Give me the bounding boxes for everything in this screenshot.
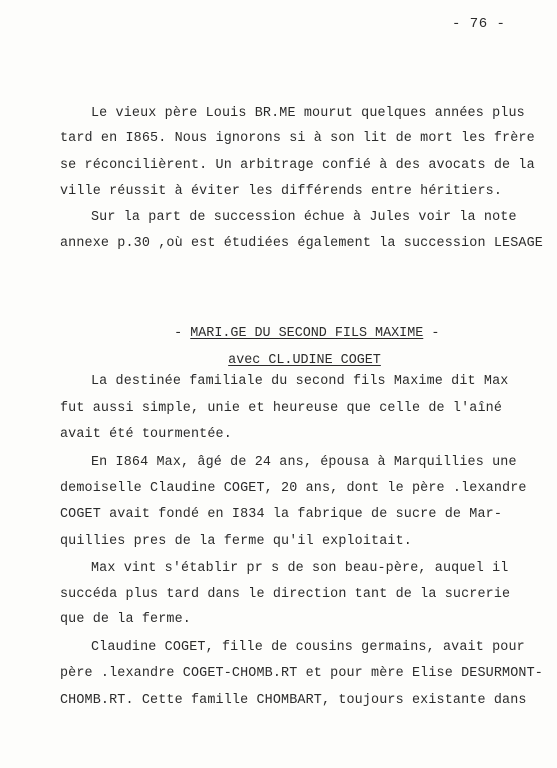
- paragraph-4-line-4: quillies pres de la ferme qu'il exploitait.: [60, 534, 412, 549]
- paragraph-1-line-2: tard en I865. Nous ignorons si à son lit de mort les frère: [60, 131, 535, 146]
- paragraph-4-line-1: En I864 Max, âgé de 24 ans, épousa à Marquillies une: [91, 455, 517, 470]
- paragraph-6-line-3: CHOMB.RT. Cette famille CHOMBART, toujours existante dans: [60, 693, 527, 708]
- paragraph-3-line-1: La destinée familiale du second fils Maxime dit Max: [91, 374, 509, 389]
- paragraph-3-line-3: avait été tourmentée.: [60, 427, 232, 442]
- heading-dash-left: -: [174, 326, 191, 341]
- paragraph-1-line-4: ville réussit à éviter les différends entre héritiers.: [60, 184, 503, 199]
- page-number: - 76 -: [452, 16, 506, 32]
- paragraph-5-line-1: Max vint s'établir pr s de son beau-père, auquel il: [91, 561, 509, 576]
- paragraph-1-line-1: Le vieux père Louis BR.ME mourut quelques années plus: [91, 106, 525, 121]
- paragraph-2-line-2: annexe p.30 ,où est étudiées également la succession LESAGE: [60, 236, 543, 251]
- paragraph-4-line-3: COGET avait fondé en I834 la fabrique de sucre de Mar-: [60, 507, 503, 522]
- paragraph-5-line-2: succéda plus tard dans le direction tant de la sucrerie: [60, 587, 511, 602]
- paragraph-6-line-1: Claudine COGET, fille de cousins germains, avait pour: [91, 640, 525, 655]
- paragraph-2-line-1: Sur la part de succession échue à Jules voir la note: [91, 210, 517, 225]
- paragraph-3-line-2: fut aussi simple, unie et heureuse que celle de l'aîné: [60, 401, 503, 416]
- paragraph-5-line-3: que de la ferme.: [60, 612, 191, 627]
- paragraph-4-line-2: demoiselle Claudine COGET, 20 ans, dont le père .lexandre: [60, 481, 527, 496]
- heading-dash-right: -: [423, 326, 440, 341]
- paragraph-6-line-2: père .lexandre COGET-CHOMB.RT et pour mère Elise DESURMONT-: [60, 666, 543, 681]
- heading-subtitle: avec CL.UDINE COGET: [228, 353, 381, 368]
- paragraph-1-line-3: se réconcilièrent. Un arbitrage confié à des avocats de la: [60, 158, 535, 173]
- heading-title: MARI.GE DU SECOND FILS MAXIME: [190, 326, 424, 341]
